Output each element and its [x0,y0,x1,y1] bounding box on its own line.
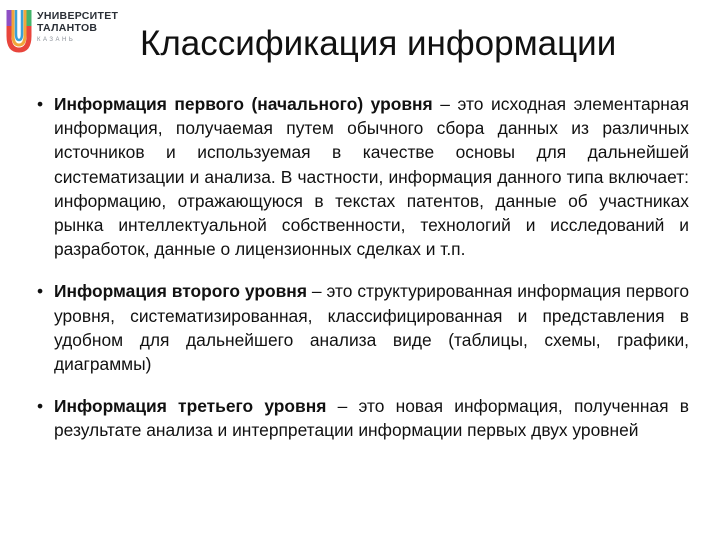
bullet-text: – это новая информация, полученная в результате анализа и интерпретации информации первых двух уровней [54,396,689,441]
university-logo-icon [6,8,32,54]
bullet-term: Информация первого (начального) уровня [54,94,433,114]
logo-wordmark [37,8,118,45]
bullet-marker: • [36,396,44,417]
logo-line-1: УНИВЕРСИТЕТ [37,10,119,22]
bullet-item-level-3 [32,394,689,442]
logo-line-3: КАЗАНЬ [37,37,76,43]
university-logo [6,8,118,54]
bullet-term: Информация третьего уровня [54,396,327,417]
bullet-term: Информация второго уровня [54,281,307,302]
bullet-list [32,92,689,461]
bullet-marker: • [36,281,44,302]
logo-line-2: ТАЛАНТОВ [37,22,98,34]
bullet-marker: • [36,94,44,114]
bullet-text: – это структурированная информация первого уровня, систематизированная, классифицированная и представления в удобном для дальнейшего анализа виде (таблицы, схемы, графики, диаграммы) [54,281,689,375]
bullet-item-level-1 [32,92,689,261]
bullet-text: – это исходная элементарная информация, получаемая путем обычного сбора данных из различных источников и используемая в качестве основы для дальнейшей систематизации и анализа. В частности, информация данного типа включает: информацию, отражающуюся в текстах патентов, данные об участниках рынка интеллектуальной собственности, технологий и исследований и разработок, данные о лицензионных сделках и т.п. [54,94,690,260]
bullet-item-level-2 [32,279,689,376]
slide-title: Классификация информации [140,24,617,63]
